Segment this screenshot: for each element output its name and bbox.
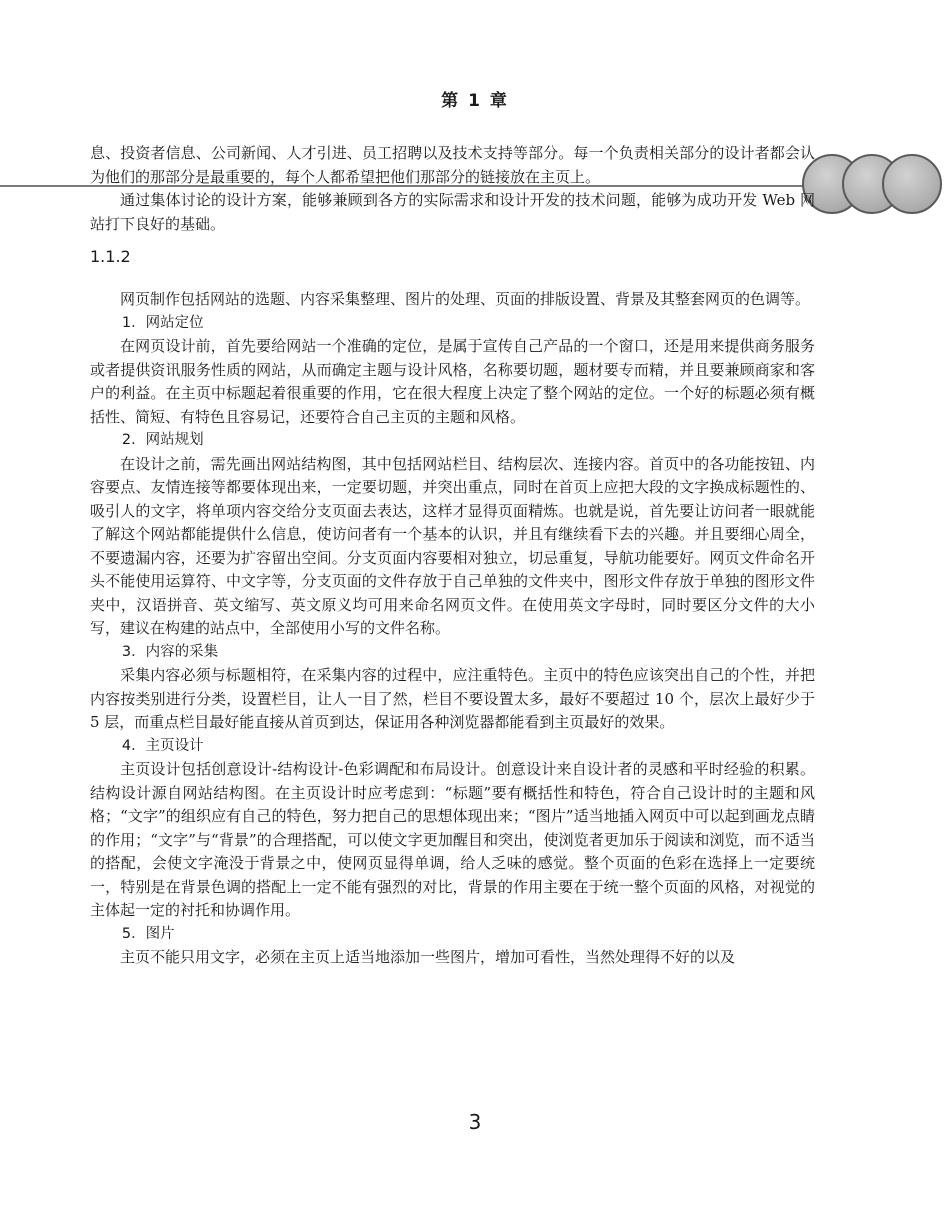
paragraph-intro: 息、投资者信息、公司新闻、人才引进、员工招聘以及技术支持等部分。每一个负责相关部分的设计者都会认为他们的那部分是最重要的，每个人都希望把他们那部分的链接放在主页上。	[90, 144, 815, 186]
subheading-homepage: 4．主页设计	[121, 737, 204, 754]
paragraph-planning: 在设计之前，需先画出网站结构图，其中包括网站栏目、结构层次、连接内容。首页中的各功能按钮、内容要点、友情连接等都要体现出来，一定要切题，并突出重点，同时在首页上应把大段的文字换成标题性的、吸引人的文字，将单项内容交给分支页面去表达，这样才显得页面精炼。也就是说，首先要让访问者一眼就能了解这个网站都能提供什么信息，使访问者有一个基本的认识，并且有继续看下去的兴趣。并且要细心周全，不要遗漏内容，还要为扩容留出空间。分支页面内容要相对独立，切忌重复，导航功能要好。网页文件命名开头不能使用运算符、中文字等，分支页面的文件存放于自己单独的文件夹中，图形文件存放于单独的图形文件夹中，汉语拼音、英文缩写、英文原义均可用来命名网页文件。在使用英文字母时，同时要区分文件的大小写，建议在构建的站点中，全部使用小写的文件名称。	[90, 454, 815, 637]
body-text	[90, 142, 815, 970]
paragraph-positioning: 在网页设计前，首先要给网站一个准确的定位，是属于宣传自己产品的一个窗口，还是用来提供商务服务或者提供资讯服务性质的网站，从而确定主题与设计风格，名称要切题，题材要专而精，并且要兼顾商家和客户的利益。在主页中标题起着很重要的作用，它在很大程度上决定了整个网站的定位。一个好的标题必须有概括性、简短、有特色且容易记，还要符合自己主页的主题和风格。	[90, 337, 815, 426]
paragraph-discussion: 通过集体讨论的设计方案，能够兼顾到各方的实际需求和设计开发的技术问题，能够为成功开发 Web 网站打下良好的基础。	[90, 191, 815, 233]
decorative-circles	[802, 154, 942, 214]
subheading-collection: 3．内容的采集	[121, 643, 219, 660]
paragraph-overview: 网页制作包括网站的选题、内容采集整理、图片的处理、页面的排版设置、背景及其整套网页的色调等。	[120, 290, 811, 308]
paragraph-images: 主页不能只用文字，必须在主页上适当地添加一些图片，增加可看性，当然处理得不好的以及	[120, 948, 736, 966]
subheading-planning: 2．网站规划	[121, 432, 204, 448]
subheading-positioning: 1．网站定位	[121, 314, 204, 331]
section-number: 1.1.2	[90, 247, 131, 266]
paragraph-collection: 采集内容必须与标题相符，在采集内容的过程中，应注重特色。主页中的特色应该突出自己的个性，并把内容按类别进行分类，设置栏目，让人一目了然，栏目不要设置太多，最好不要超过 10 个，层次上最好少于 5 层，而重点栏目最好能直接从首页到达，保证用各种浏览器都能看到主页最好的效果。	[90, 666, 815, 731]
paragraph-homepage: 主页设计包括创意设计-结构设计-色彩调配和布局设计。创意设计来自设计者的灵感和平时经验的积累。结构设计源自网站结构图。在主页设计时应考虑到：“标题”要有概括性和特色，符合自己设计时的主题和风格；“文字”的组织应有自己的特色，努力把自己的思想体现出来；“图片”适当地插入网页中可以起到画龙点睛的作用；“文字”与“背景”的合理搭配，可以使文字更加醒目和突出，使浏览者更加乐于阅读和浏览，而不适当的搭配，会使文字淹没于背景之中，使网页显得单调，给人乏味的感觉。整个页面的色彩在选择上一定要统一，特别是在背景色调的搭配上一定不能有强烈的对比，背景的作用主要在于统一整个页面的风格，对视觉的主体起一定的衬托和协调作用。	[90, 760, 815, 919]
subheading-images: 5．图片	[121, 925, 175, 942]
chapter-header: 第 1 章	[441, 91, 509, 111]
page-number: 3	[468, 1110, 482, 1134]
decorative-circle	[882, 154, 942, 214]
